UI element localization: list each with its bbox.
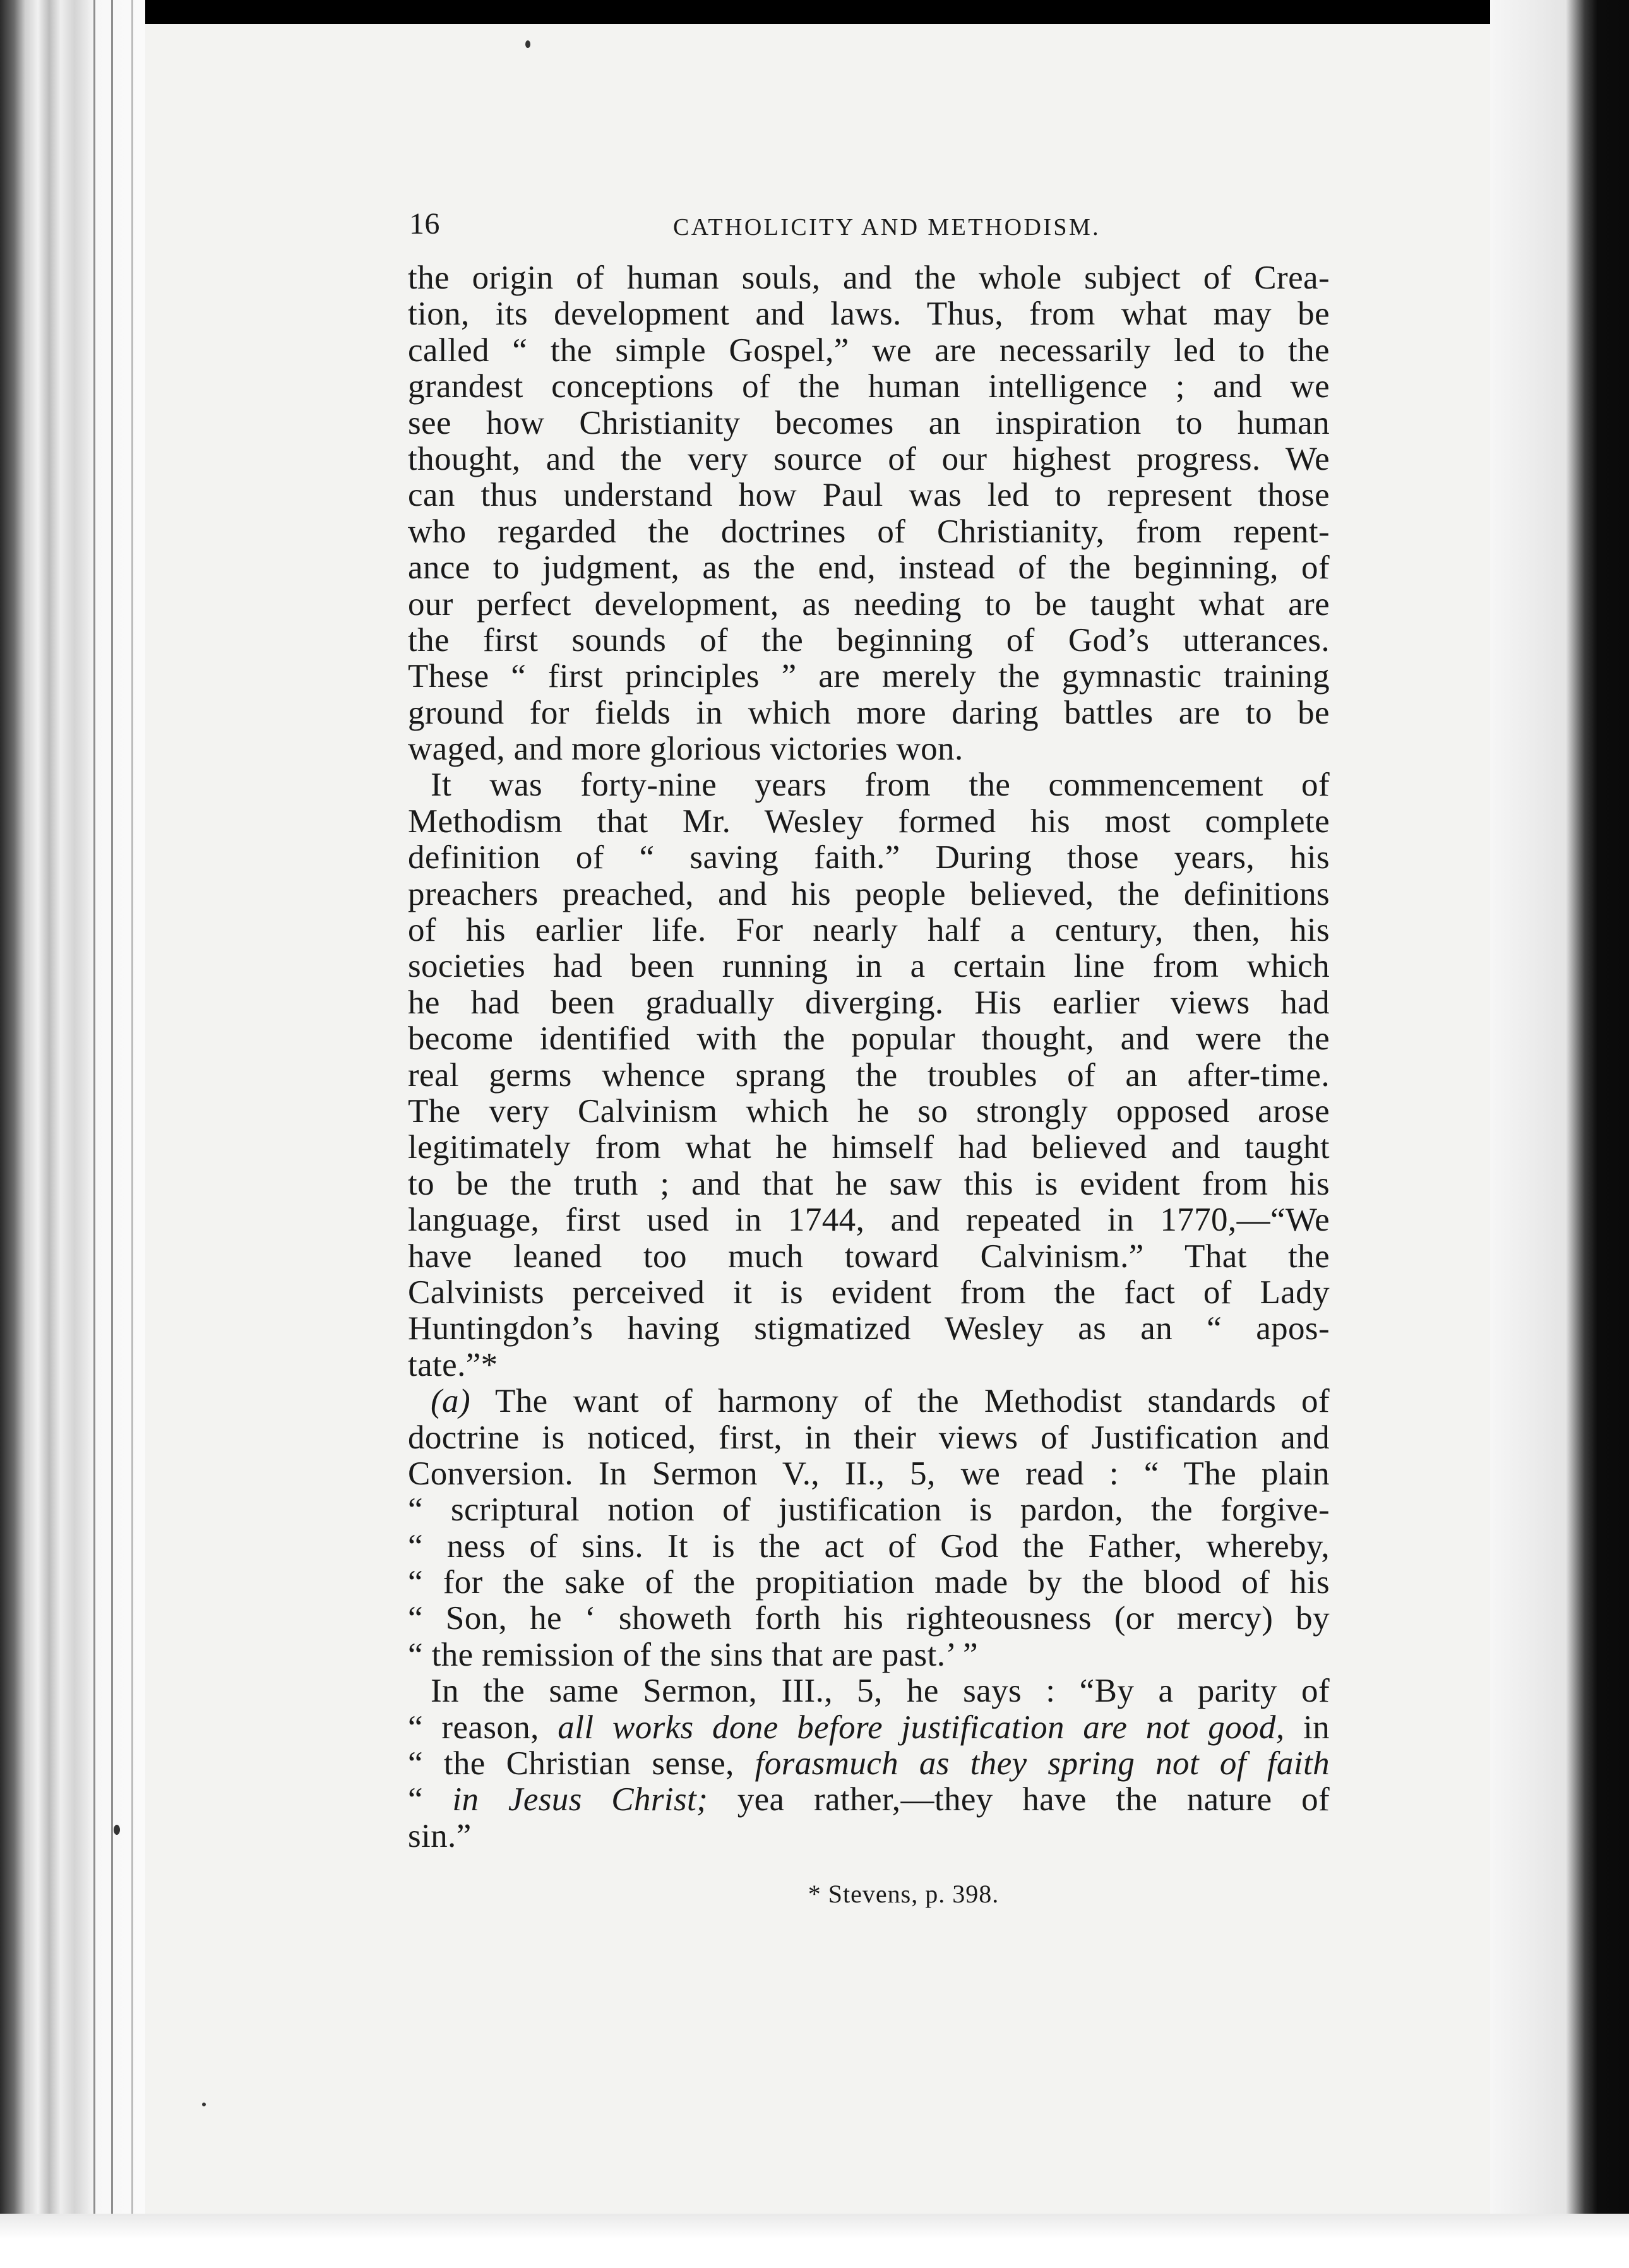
- book-binding-shadow: [0, 0, 145, 2268]
- text-line: thought, and the very source of our highest progress. We: [408, 440, 1330, 477]
- text-line: preachers preached, and his people believed, the definitions: [408, 875, 1330, 912]
- text-line: called “ the simple Gospel,” we are necessarily led to the: [408, 331, 1330, 369]
- text-line: The very Calvinism which he so strongly opposed arose: [408, 1092, 1330, 1130]
- text-line: waged, and more glorious victories won.: [408, 731, 964, 768]
- page-text-block: [408, 202, 1330, 1913]
- text-line: see how Christianity becomes an inspiration to human: [408, 404, 1330, 441]
- text-line: ground for fields in which more daring battles are to be: [408, 694, 1330, 731]
- text-line: “ reason, all works done before justification are not good, in: [408, 1709, 1330, 1746]
- text-line: “ scriptural notion of justification is pardon, the forgive-: [408, 1491, 1330, 1529]
- text-line: the first sounds of the beginning of God’s utterances.: [408, 621, 1330, 659]
- text-line: doctrine is noticed, first, in their views of Justification and: [408, 1419, 1330, 1456]
- text-line: become identified with the popular thought, and were the: [408, 1020, 1330, 1058]
- text-line: language, first used in 1744, and repeated in 1770,—“We: [408, 1202, 1330, 1239]
- text-line: Methodism that Mr. Wesley formed his most complete: [408, 803, 1330, 840]
- footnote: * Stevens, p. 398.: [808, 1880, 999, 1909]
- binding-edge-line: [111, 0, 113, 2223]
- text-line: (a) The want of harmony of the Methodist standards of: [431, 1383, 1330, 1420]
- text-line: tate.”*: [408, 1346, 498, 1383]
- text-line: It was forty-nine years from the commencement of: [431, 767, 1330, 804]
- text-line: to be the truth ; and that he saw this is evident from his: [408, 1165, 1330, 1202]
- text-line: can thus understand how Paul was led to represent those: [408, 477, 1330, 514]
- text-line: “ for the sake of the propitiation made by the blood of his: [408, 1564, 1330, 1601]
- text-line: he had been gradually diverging. His earlier views had: [408, 984, 1330, 1021]
- binding-edge-line: [131, 0, 133, 2223]
- text-line: “ in Jesus Christ; yea rather,—they have the nature of: [408, 1781, 1330, 1818]
- text-line: grandest conceptions of the human intelligence ; and we: [408, 368, 1330, 405]
- binding-edge-line: [93, 0, 95, 2223]
- text-line: “ the remission of the sins that are past.’ ”: [408, 1636, 979, 1673]
- text-line: who regarded the doctrines of Christianity, from repent-: [408, 513, 1330, 550]
- text-line: In the same Sermon, III., 5, he says : “By a parity of: [431, 1673, 1330, 1710]
- text-line: the origin of human souls, and the whole subject of Crea-: [408, 260, 1330, 296]
- text-line: These “ first principles ” are merely the gymnastic training: [408, 658, 1330, 695]
- text-line: our perfect development, as needing to be taught what are: [408, 585, 1330, 623]
- page-number: 16: [409, 207, 440, 241]
- body-text: [408, 260, 1330, 1710]
- text-line: tion, its development and laws. Thus, from what may be: [408, 295, 1330, 333]
- page-header: [408, 202, 1330, 260]
- text-line: have leaned too much toward Calvinism.” That the: [408, 1238, 1330, 1275]
- text-line: “ Son, he ‘ showeth forth his righteousness (or mercy) by: [408, 1600, 1330, 1637]
- text-line: Huntingdon’s having stigmatized Wesley as an “ apos-: [408, 1310, 1330, 1347]
- text-line: Conversion. In Sermon V., II., 5, we read : “ The plain: [408, 1455, 1330, 1492]
- text-line: ance to judgment, as the end, instead of the beginning, of: [408, 549, 1330, 587]
- page-right-edge-shadow: [1490, 0, 1629, 2268]
- scan-top-border: [0, 0, 1629, 24]
- text-line: of his earlier life. For nearly half a century, then, his: [408, 912, 1330, 949]
- text-line: “ the Christian sense, forasmuch as they spring not of faith: [408, 1745, 1330, 1782]
- text-line: Calvinists perceived it is evident from the fact of Lady: [408, 1274, 1330, 1311]
- text-line: definition of “ saving faith.” During those years, his: [408, 839, 1330, 876]
- text-line: societies had been running in a certain line from which: [408, 948, 1330, 985]
- page-bottom-edge: [0, 2214, 1629, 2268]
- text-line: real germs whence sprang the troubles of an after-time.: [408, 1056, 1330, 1094]
- text-line: sin.”: [408, 1817, 472, 1854]
- text-line: “ ness of sins. It is the act of God the Father, whereby,: [408, 1527, 1330, 1565]
- quotation-lines: [408, 1710, 1330, 1855]
- text-line: legitimately from what he himself had believed and taught: [408, 1129, 1330, 1166]
- running-head: CATHOLICITY AND METHODISM.: [673, 214, 1101, 241]
